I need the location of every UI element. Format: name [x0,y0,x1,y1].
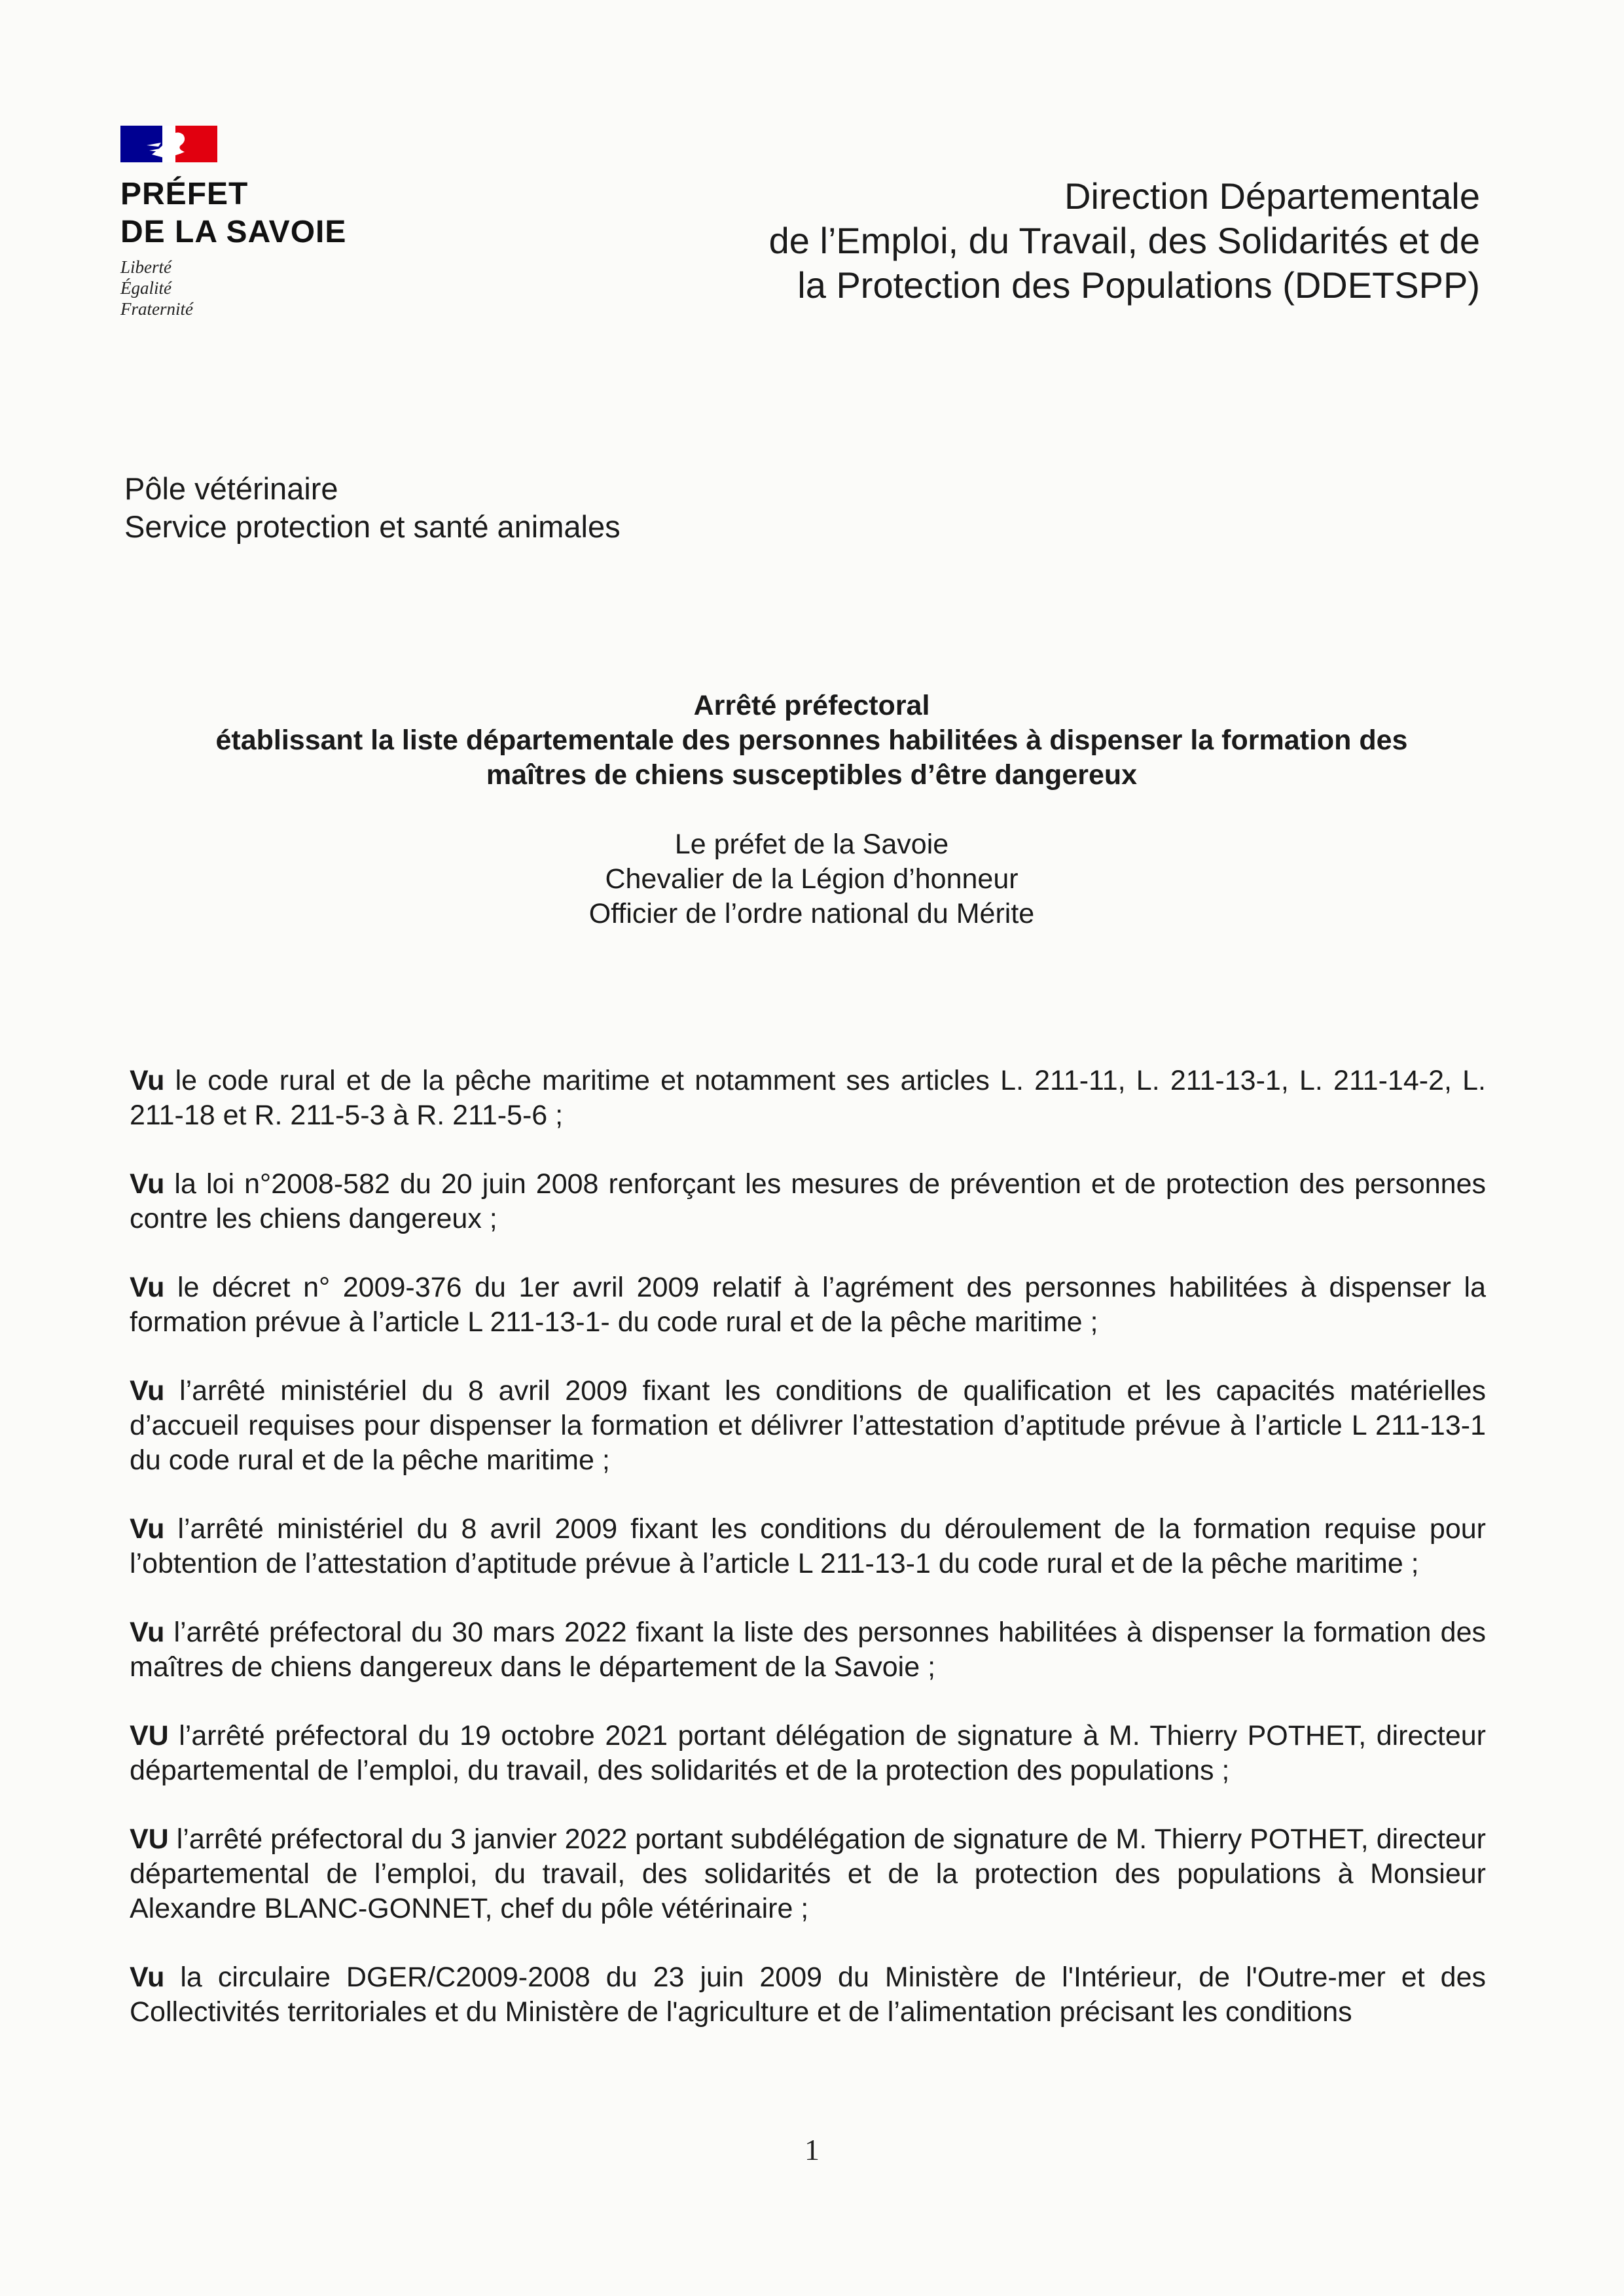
motto-liberte: Liberté [120,257,171,277]
marianne-flag-icon [120,126,217,162]
considerant-paragraph [130,1167,1486,1236]
motto-egalite: Égalité [120,278,171,298]
direction-line: de l’Emploi, du Travail, des Solidarités et de [768,220,1480,261]
prefecture-logo [120,126,395,319]
considerant-text: l’arrêté ministériel du 8 avril 2009 fixant les conditions de qualification et les capacités matérielles d’accueil requises pour dispenser la formation et délivrer l’attestation d’aptitude prévue à l’article L 211-13-1 du code rural et de la pêche maritime ; [130,1375,1486,1476]
savoie-heading: DE LA SAVOIE [120,215,347,249]
considerant-text: le décret n° 2009-376 du 1er avril 2009 relatif à l’agrément des personnes habilitées à dispenser la formation prévue à l’article L 211-13-1- du code rural et de la pêche maritime ; [130,1272,1486,1338]
page-number: 1 [804,2133,820,2166]
direction-line: Direction Départementale [1064,175,1480,217]
considerant-text: l’arrêté préfectoral du 3 janvier 2022 portant subdélégation de signature de M. Thierry POTHET, directeur départemental de l’emploi, du travail, des solidarités et de la protection des populations à Monsieur Alexandre BLANC-GONNET, chef du pôle vétérinaire ; [130,1823,1486,1924]
considerant-paragraph [130,1719,1486,1788]
considerant-paragraph [130,1374,1486,1478]
considerant-lead: Vu [130,1617,165,1648]
prefet-line: Officier de l’ordre national du Mérite [588,898,1035,929]
motto-fraternite: Fraternité [120,299,193,319]
prefet-block [124,827,1499,931]
service-block [124,470,621,546]
considerant-lead: Vu [130,1168,165,1200]
considerant-lead: Vu [130,1962,165,1993]
considerant-paragraph [130,1064,1486,1133]
title-line: maîtres de chiens susceptibles d’être dangereux [486,759,1138,791]
service-name: Service protection et santé animales [124,509,621,544]
considerant-text: l’arrêté préfectoral du 30 mars 2022 fixant la liste des personnes habilitées à dispenser la formation des maîtres de chiens dangereux dans le département de la Savoie ; [130,1617,1486,1683]
considerant-paragraph [130,1960,1486,2030]
considerant-text: l’arrêté ministériel du 8 avril 2009 fixant les conditions du déroulement de la formation requise pour l’obtention de l’attestation d’aptitude prévue à l’article L 211-13-1 du code rural et de la pêche maritime ; [130,1513,1486,1579]
prefet-line: Chevalier de la Légion d’honneur [605,863,1019,895]
pole-name: Pôle vétérinaire [124,471,338,506]
republic-motto [120,257,395,319]
considerant-lead: VU [130,1823,169,1855]
considerant-lead: Vu [130,1272,165,1303]
considerant-paragraph [130,1270,1486,1340]
considerant-paragraph [130,1822,1486,1926]
considerant-paragraph [130,1512,1486,1581]
document-title [124,689,1499,793]
direction-header [629,174,1480,308]
considerant-text: le code rural et de la pêche maritime et notamment ses articles L. 211-11, L. 211-13-1, L. 211-14-2, L. 211-18 et R. 211-5-3 à R. 211-5-6 ; [130,1065,1486,1131]
considerant-lead: Vu [130,1375,165,1407]
title-line: Arrêté préfectoral [693,690,930,721]
considerant-lead: VU [130,1720,169,1751]
considerants-list [130,1064,1486,2064]
title-line: établissant la liste départementale des personnes habilitées à dispenser la formation des [215,725,1408,756]
considerant-lead: Vu [130,1065,165,1096]
prefet-heading: PRÉFET [120,177,249,211]
considerant-lead: Vu [130,1513,165,1545]
considerant-text: la circulaire DGER/C2009-2008 du 23 juin 2009 du Ministère de l'Intérieur, de l'Outre-mer et des Collectivités territoriales et du Ministère de l'agriculture et de l’alimentation précisant les conditions [130,1962,1486,2028]
considerant-text: l’arrêté préfectoral du 19 octobre 2021 portant délégation de signature à M. Thierry POTHET, directeur départemental de l’emploi, du travail, des solidarités et de la protection des populations ; [130,1720,1486,1786]
direction-line: la Protection des Populations (DDETSPP) [797,264,1480,306]
considerant-paragraph [130,1615,1486,1685]
considerant-text: la loi n°2008-582 du 20 juin 2008 renforçant les mesures de prévention et de protection des personnes contre les chiens dangereux ; [130,1168,1486,1234]
prefet-line: Le préfet de la Savoie [674,829,949,860]
